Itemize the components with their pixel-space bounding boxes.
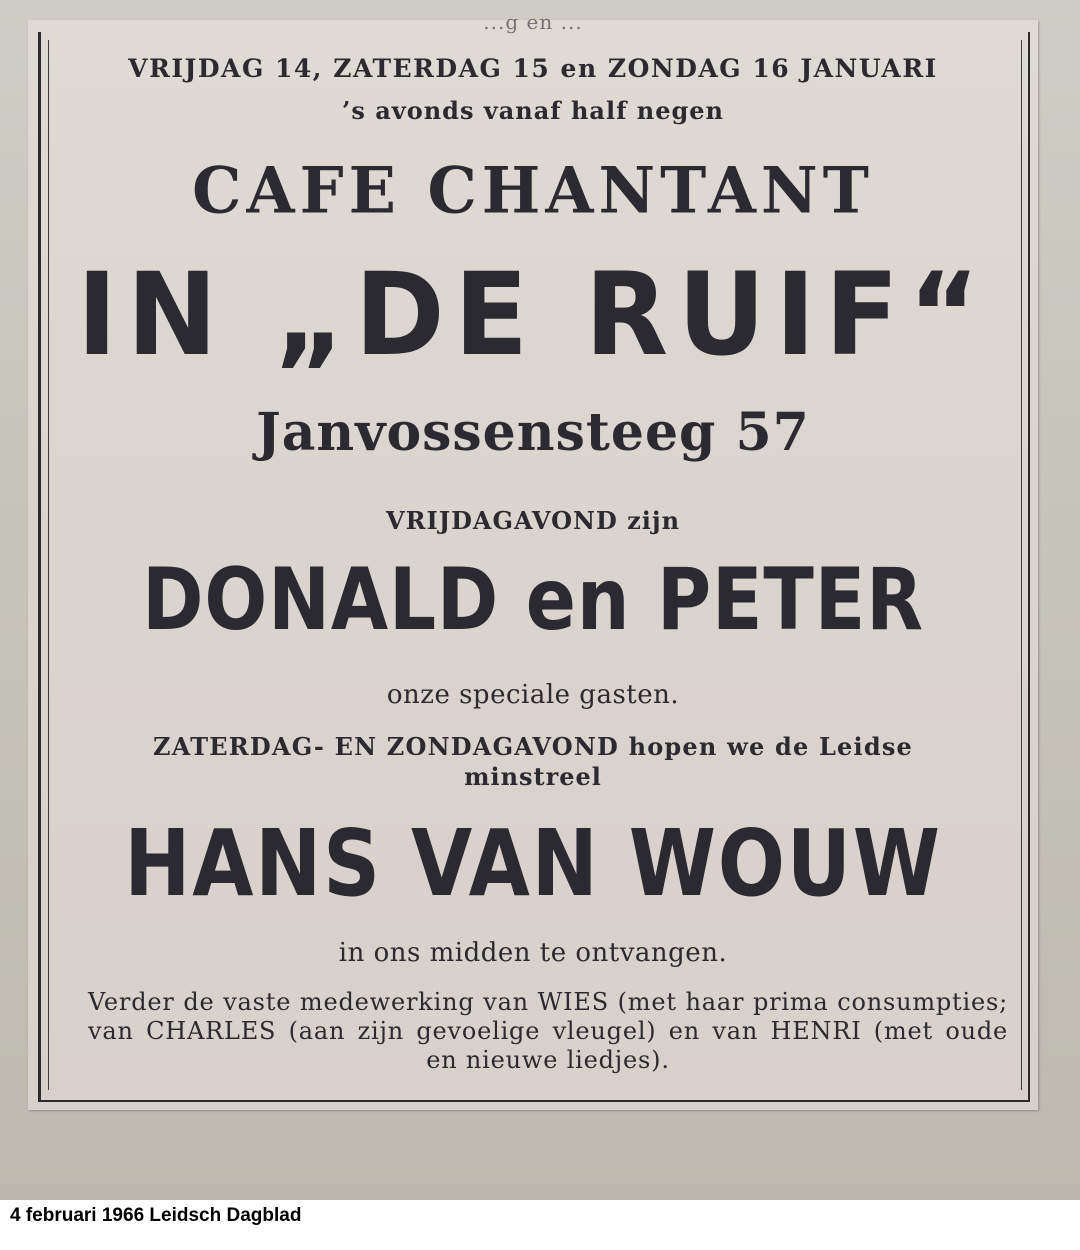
weekend-intro-line2: minstreel [464,762,602,791]
friday-intro: VRIJDAGAVOND zijn [385,506,681,535]
weekend-performer: HANS VAN WOUW [124,810,942,917]
image-caption: 4 februari 1966 Leidsch Dagblad [10,1205,302,1226]
weekend-outro: in ons midden te ontvangen. [338,938,728,968]
venue-address: Janvossensteeg 57 [256,402,810,463]
event-dates: VRIJDAG 14, ZATERDAG 15 en ZONDAG 16 JANUARI [128,54,938,83]
friday-outro: onze speciale gasten. [386,680,680,710]
torn-top-text: ...g en ... [483,10,583,34]
venue-name: IN „DE RUIF“ [76,248,990,381]
weekend-intro-line1: ZATERDAG- EN ZONDAGAVOND hopen we de Leidse [152,732,913,761]
newspaper-clipping [28,10,1038,1110]
friday-performers: DONALD en PETER [142,550,924,650]
event-time: ’s avonds vanaf half negen [341,96,724,125]
event-title: CAFE CHANTANT [192,153,874,228]
closing-paragraph: Verder de vaste medewerking van WIES (met haar prima consumpties; van CHARLES (aan zijn gevoelige vleugel) en van HENRI (met oude en nieuwe liedjes). [88,988,1008,1074]
